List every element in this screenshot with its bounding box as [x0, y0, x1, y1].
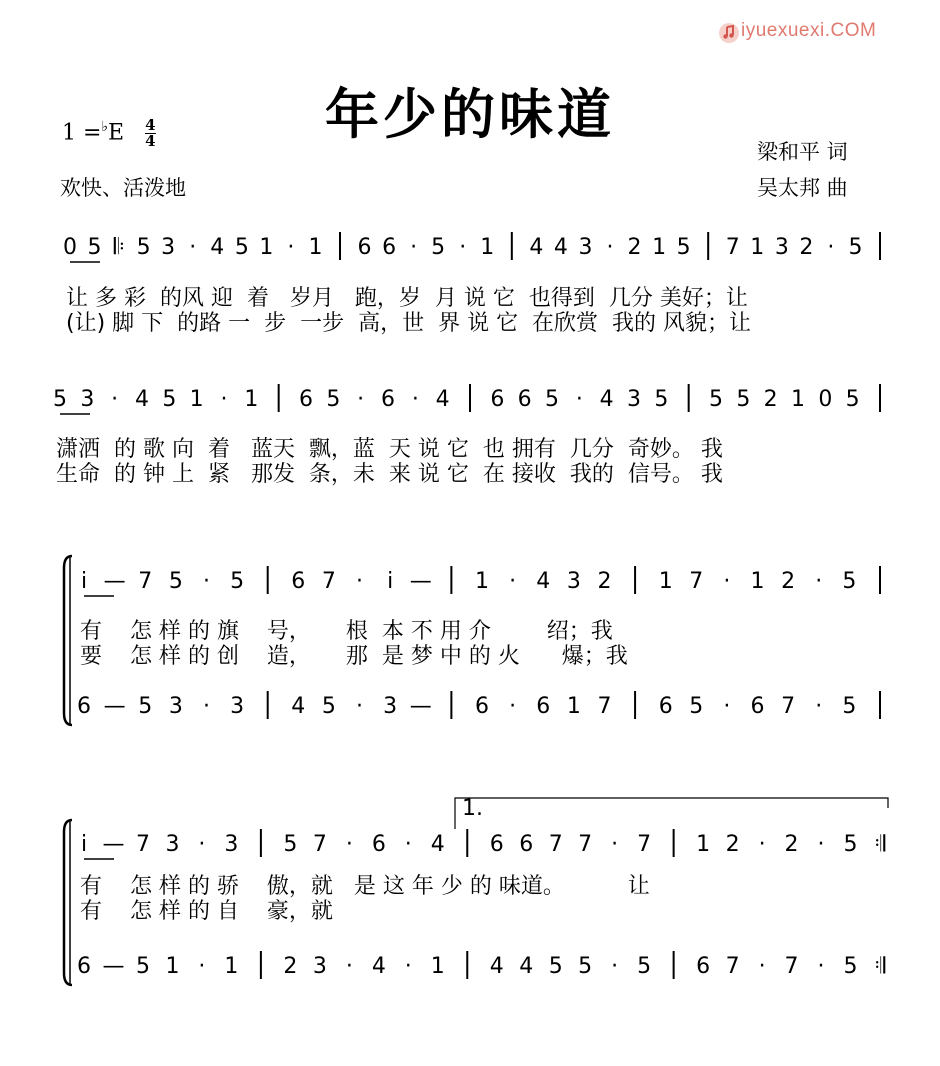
lower-note: 5 [321, 694, 336, 719]
lower-note: 7 [784, 954, 799, 979]
lower-note: 7 [725, 954, 740, 979]
note: · [357, 387, 365, 412]
note: 1 [308, 235, 323, 260]
note: 2 [627, 235, 642, 260]
lower-note: 5 [135, 954, 150, 979]
note: · [404, 832, 412, 857]
note: 4 [553, 235, 568, 260]
note: 6 [371, 832, 386, 857]
note: 4 [210, 235, 225, 260]
note: 5 [53, 387, 67, 412]
lyric-line-2: 要 怎 样 的 创 造， 那 是 梦 中 的 火 爆；我 [80, 644, 628, 669]
lower-note: 6 [475, 694, 489, 719]
note: 4 [536, 569, 551, 594]
note: — [102, 832, 125, 857]
note: 2 [725, 832, 740, 857]
note: 2 [597, 569, 612, 594]
note: · [410, 235, 418, 260]
note: · [817, 832, 825, 857]
note: 1 [475, 569, 489, 594]
note: · [815, 569, 823, 594]
note: 7 [689, 569, 704, 594]
note: — [103, 569, 126, 594]
lower-note: 5 [842, 694, 857, 719]
note: 5 [87, 235, 102, 260]
note: 7 [578, 832, 593, 857]
note: 5 [283, 832, 298, 857]
note: 5 [842, 569, 857, 594]
song-title: 年少的味道 [325, 83, 615, 146]
note: · [111, 387, 119, 412]
system-bracket [64, 556, 72, 725]
lower-note: 3 [168, 694, 183, 719]
lower-note: 𝄇 [874, 954, 886, 979]
note: 1 [480, 235, 495, 260]
note: · [606, 235, 614, 260]
note: 0 [63, 235, 77, 260]
note: 1 [244, 387, 259, 412]
note: 3 [627, 387, 641, 412]
lyricist-credit: 梁和平 词 [757, 140, 848, 164]
note: 6 [357, 235, 372, 260]
note: · [345, 832, 353, 857]
note: 5 [431, 235, 446, 260]
note: · [411, 387, 419, 412]
note: 5 [845, 387, 860, 412]
note: · [723, 569, 731, 594]
note: 7 [135, 832, 150, 857]
note: 2 [781, 569, 796, 594]
note: 6 [382, 235, 397, 260]
lower-note: 6 [696, 954, 711, 979]
lyric-line-2: 生命 的 钟 上 紧 那发 条，未 来 说 它 在 接收 我的 信号。 我 [56, 462, 723, 487]
lower-note: 3 [230, 694, 245, 719]
note: 1 [259, 235, 274, 260]
note: · [189, 235, 197, 260]
note: 4 [430, 832, 445, 857]
note: 1 [189, 387, 204, 412]
note: 5 [709, 387, 723, 412]
note: 7 [321, 569, 336, 594]
lower-note: 1 [224, 954, 239, 979]
lower-note: 7 [597, 694, 612, 719]
note: · [575, 387, 583, 412]
note: · [287, 235, 295, 260]
note: 1 [658, 569, 673, 594]
note: 5 [168, 569, 183, 594]
note: 3 [161, 235, 176, 260]
note: 6 [519, 832, 534, 857]
lyric-line-2: (让) 脚 下 的路 一 步 一步 高，世 界 说 它 在欣赏 我的 风貌；让 [66, 311, 752, 336]
lower-note: 4 [291, 694, 306, 719]
note: 2 [763, 387, 778, 412]
note: · [220, 387, 228, 412]
note: · [611, 832, 619, 857]
note: 4 [435, 387, 450, 412]
note: 7 [548, 832, 563, 857]
lower-note: · [723, 694, 731, 719]
lower-note: 7 [781, 694, 796, 719]
lower-note: — [102, 954, 125, 979]
lower-note: 4 [371, 954, 386, 979]
lower-note: 6 [77, 694, 91, 719]
lower-note: 5 [578, 954, 593, 979]
lower-note: · [758, 954, 766, 979]
note: 7 [312, 832, 327, 857]
lyric-line-1: 潇洒 的 歌 向 着 蓝天 飘，蓝 天 说 它 也 拥有 几分 奇妙。 我 [56, 437, 723, 462]
note: · [202, 569, 210, 594]
note: · [509, 569, 517, 594]
note: 1 [750, 569, 765, 594]
note: 6 [291, 569, 306, 594]
lower-note: · [345, 954, 353, 979]
lower-note: · [404, 954, 412, 979]
note: · [356, 569, 364, 594]
note: · [198, 832, 206, 857]
lower-note: 5 [843, 954, 858, 979]
lower-note: 1 [566, 694, 581, 719]
lower-note: — [409, 694, 432, 719]
note: 3 [566, 569, 581, 594]
lower-note: 2 [283, 954, 298, 979]
note: 1 [791, 387, 805, 412]
note: 4 [135, 387, 149, 412]
watermark-text: iyuexuexi.COM [741, 20, 877, 41]
note: 𝄇 [874, 832, 886, 857]
note: 1 [652, 235, 667, 260]
flat-sign: ♭ [101, 119, 109, 136]
note: 3 [165, 832, 180, 857]
note: 5 [545, 387, 559, 412]
note: i [80, 569, 88, 594]
lyric-line-1: 有 怎 样 的 旗 号， 根 本 不 用 介 绍；我 [80, 619, 613, 644]
note: i [387, 569, 394, 594]
note: 5 [162, 387, 177, 412]
lower-note: 6 [658, 694, 673, 719]
tempo-marking: 欢快、活泼地 [60, 176, 186, 200]
lower-note: · [202, 694, 210, 719]
lower-note: · [817, 954, 825, 979]
note: 3 [224, 832, 239, 857]
lower-note: 4 [489, 954, 504, 979]
note: 5 [326, 387, 341, 412]
lower-note: · [356, 694, 364, 719]
note: 5 [654, 387, 669, 412]
note: 6 [489, 832, 504, 857]
note: 5 [843, 832, 858, 857]
lower-note: 5 [138, 694, 153, 719]
lower-note: 5 [689, 694, 704, 719]
note: 7 [138, 569, 153, 594]
lower-note: 6 [750, 694, 765, 719]
lower-note: · [198, 954, 206, 979]
time-bottom: 4 [145, 132, 156, 150]
note: · [827, 235, 835, 260]
system-bracket [64, 820, 72, 985]
note: 5 [136, 235, 151, 260]
note: i [80, 832, 88, 857]
note: 5 [676, 235, 691, 260]
note: 3 [774, 235, 789, 260]
lower-note: · [611, 954, 619, 979]
note: 7 [725, 235, 740, 260]
note: 6 [381, 387, 395, 412]
lower-note: 6 [536, 694, 551, 719]
note: 5 [848, 235, 863, 260]
note: · [459, 235, 467, 260]
note: 6 [517, 387, 532, 412]
note: 𝄆 [113, 235, 125, 260]
note: 0 [818, 387, 833, 412]
lower-note: 1 [430, 954, 445, 979]
note: 4 [599, 387, 614, 412]
key-letter: E [108, 120, 125, 146]
lower-note: 6 [77, 954, 91, 979]
note: 6 [299, 387, 313, 412]
volta-bracket [455, 798, 888, 829]
lower-note: 3 [312, 954, 327, 979]
composer-credit: 吴太邦 曲 [757, 176, 848, 200]
note: 7 [637, 832, 652, 857]
note: 1 [750, 235, 765, 260]
lower-note: · [815, 694, 823, 719]
note: 2 [784, 832, 799, 857]
note: · [758, 832, 766, 857]
volta-label: 1. [462, 796, 483, 821]
note: 5 [736, 387, 751, 412]
note: 1 [696, 832, 711, 857]
lower-note: 3 [383, 694, 398, 719]
lyric-line-1: 让 多 彩 的风 迎 着 岁月 跑，岁 月 说 它 也得到 几分 美好；让 [66, 286, 748, 311]
lyric-line-2: 有 怎 样 的 自 豪，就 [80, 899, 333, 924]
note: 3 [80, 387, 95, 412]
lower-note: · [509, 694, 517, 719]
note: — [409, 569, 432, 594]
note: 4 [529, 235, 544, 260]
note: 5 [234, 235, 249, 260]
lower-note: 4 [519, 954, 534, 979]
note: 6 [490, 387, 505, 412]
key-prefix: 1 = [62, 120, 102, 146]
lower-note: 1 [165, 954, 180, 979]
lower-note: — [103, 694, 126, 719]
note: 5 [230, 569, 245, 594]
note: 2 [799, 235, 814, 260]
lower-note: 5 [548, 954, 563, 979]
lyric-line-1: 有 怎 样 的 骄 傲，就 是 这 年 少 的 味道。 让 [80, 874, 650, 899]
lower-note: 5 [637, 954, 652, 979]
note: 3 [578, 235, 593, 260]
time-top: 4 [145, 116, 156, 134]
